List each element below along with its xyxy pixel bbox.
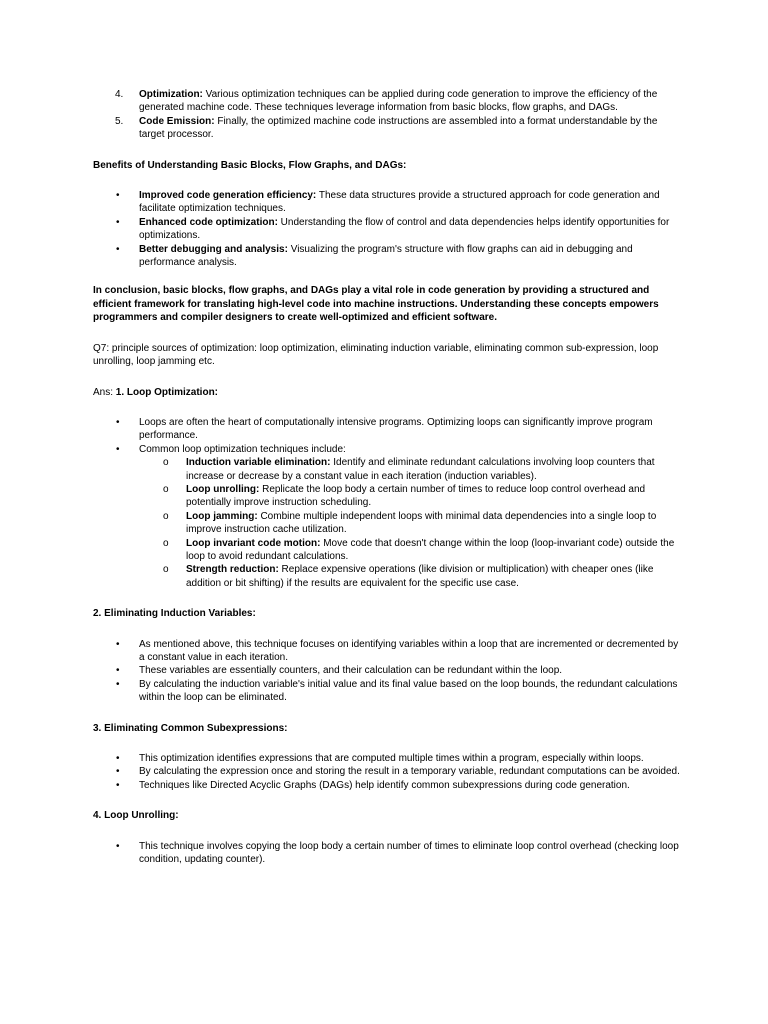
item-text: Techniques like Directed Acyclic Graphs (DAGs) help identify common subexpressions during code generation. [139,779,630,791]
item-text: Common loop optimization techniques include: [139,443,346,455]
sub-list-item [139,510,683,537]
sub-list-item [139,483,683,510]
item-text: Move code that doesn't change within the loop (loop-invariant code) outside the loop to avoid redundant calculations. [186,537,675,562]
section-heading: Benefits of Understanding Basic Blocks, Flow Graphs, and DAGs: [93,159,407,171]
circle-bullet-icon: o [163,564,169,576]
item-term: Code Emission: [139,115,215,127]
bullet-icon: • [116,216,120,228]
section-heading: 3. Eliminating Common Subexpressions: [93,722,288,734]
section-heading: 2. Eliminating Induction Variables: [93,608,256,620]
circle-bullet-icon: o [163,457,169,469]
bullet-icon: • [116,840,120,852]
bullet-icon: • [116,753,120,765]
conclusion-paragraph: In conclusion, basic blocks, flow graphs, and DAGs play a vital role in code generation by providing a structured and efficient framework for translating high-level code into machine instructions. Understanding these concepts empowers programmers and compiler designers to create well-optimized and efficient software. [93,285,659,324]
item-text: These variables are essentially counters, and their calculation can be redundant within the loop. [139,665,563,677]
bullet-icon: • [116,779,120,791]
item-term: Improved code generation efficiency: [139,190,317,202]
item-term: Loop invariant code motion: [186,537,321,549]
bullet-icon: • [116,678,120,690]
list-item [93,243,683,270]
item-text: Understanding the flow of control and data dependencies helps identify opportunities for optimizations. [139,216,670,242]
item-term: Better debugging and analysis: [139,243,288,255]
list-item [93,678,683,705]
item-text: By calculating the expression once and storing the result in a temporary variable, redundant computations can be avoided. [139,766,680,778]
item-text: This optimization identifies expressions that are computed multiple times within a program, especially within loops. [139,753,644,765]
sub-list-item [139,563,683,590]
list-item [93,765,683,778]
item-text: Various optimization techniques can be applied during code generation to improve the efficiency of the generated machine code. These techniques leverage information from basic blocks, flow graphs, and DAGs. [139,89,658,114]
steps-list [93,88,683,142]
question-text: Q7: principle sources of optimization: loop optimization, eliminating induction variable, eliminating common sub-expression, loop unrolling, loop jamming etc. [93,342,659,368]
loop-optimization-list [93,416,683,590]
item-text: Replicate the loop body a certain number of times to reduce loop control overhead and potentially improve instruction scheduling. [186,483,646,509]
list-item [93,840,683,867]
item-text: Finally, the optimized machine code instructions are assembled into a format understandable by the target processor. [139,115,658,141]
item-term: Enhanced code optimization: [139,216,278,228]
list-item [93,443,683,590]
item-text: Identify and eliminate redundant calculations involving loop counters that increase or decrease by a constant value in each iteration (induction variables). [186,457,655,482]
circle-bullet-icon: o [163,483,169,495]
list-number: 5. [115,115,124,127]
list-item [93,115,683,142]
bullet-icon: • [116,243,120,255]
item-term: Optimization: [139,89,203,100]
list-number: 4. [115,89,124,100]
bullet-icon: • [116,665,120,677]
list-item [93,189,683,216]
unrolling-list [93,840,683,867]
circle-bullet-icon: o [163,510,169,522]
sub-list-item [139,537,683,564]
item-term: Induction variable elimination: [186,457,331,469]
item-term: Strength reduction: [186,564,279,576]
list-item [93,752,683,765]
item-text: This technique involves copying the loop body a certain number of times to eliminate loop control overhead (checking loop condition, updating counter). [139,840,679,866]
item-term: Loop unrolling: [186,483,260,495]
bullet-icon: • [116,443,120,455]
circle-bullet-icon: o [163,537,169,549]
list-item [93,664,683,677]
bullet-icon: • [116,638,120,650]
item-text: Replace expensive operations (like division or multiplication) with cheaper ones (like addition or bit shifting) if the results are equivalent for the specific use case. [186,564,654,589]
item-text: By calculating the induction variable's initial value and its final value based on the loop bounds, the redundant calculations within the loop can be eliminated. [139,678,678,704]
benefits-list [93,189,683,269]
item-text: Loops are often the heart of computationally intensive programs. Optimizing loops can significantly improve program performance. [139,416,653,442]
list-item [93,416,683,443]
sub-list-item [139,456,683,483]
list-item [93,638,683,665]
section-heading: 4. Loop Unrolling: [93,810,179,822]
item-text: These data structures provide a structured approach for code generation and facilitate optimization techniques. [139,190,660,215]
item-text: Combine multiple independent loops with minimal data dependencies into a single loop to improve instruction cache utilization. [186,510,657,536]
bullet-icon: • [116,766,120,778]
list-item [93,779,683,792]
item-text: As mentioned above, this technique focuses on identifying variables within a loop that are incremented or decremented by a constant value in each iteration. [139,638,679,663]
list-item [93,88,683,115]
list-item [93,216,683,243]
technique-list [139,456,683,590]
bullet-icon: • [116,416,120,428]
answer-heading: Ans: 1. Loop Optimization: [93,386,219,398]
document-body [93,88,683,866]
bullet-icon: • [116,190,120,202]
induction-list [93,638,683,705]
item-text: Visualizing the program's structure with flow graphs can aid in debugging and performance analysis. [139,243,633,269]
item-term: Loop jamming: [186,510,258,522]
cse-list [93,752,683,792]
